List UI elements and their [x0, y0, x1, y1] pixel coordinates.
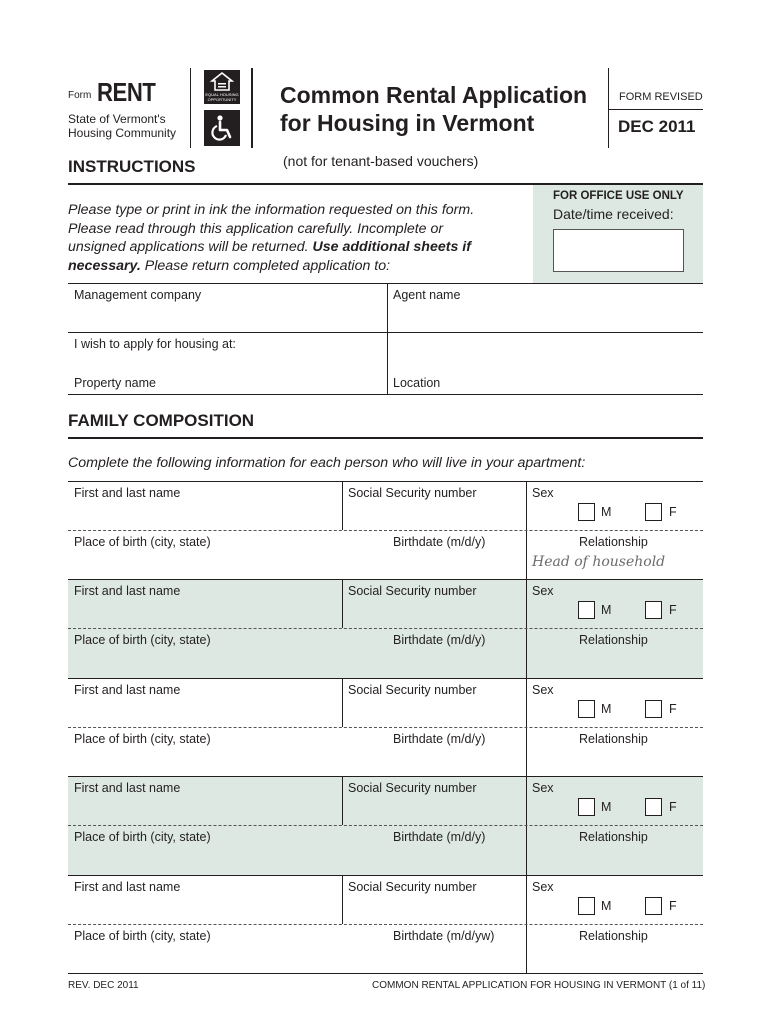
agent-name-input[interactable] — [388, 303, 702, 331]
first-last-name-label: First and last name — [74, 879, 181, 894]
instructions-line3: unsigned applications will be returned. Use additional sheets if — [68, 239, 471, 255]
instructions-line4: necessary. Please return completed application to: — [68, 257, 391, 274]
birthdate-input[interactable] — [388, 748, 525, 774]
sex-f-label: F — [669, 701, 677, 716]
ssn-input[interactable] — [343, 895, 525, 922]
office-use-title: FOR OFFICE USE ONLY — [553, 190, 684, 202]
sex-f-checkbox[interactable] — [645, 897, 662, 915]
birthdate-label: Birthdate (m/d/yw) — [393, 928, 495, 943]
ssn-input[interactable] — [343, 698, 525, 725]
eho-text2: OPPORTUNITY — [207, 97, 237, 102]
birthdate-label: Birthdate (m/d/y) — [393, 830, 486, 845]
family-composition-heading: FAMILY COMPOSITION — [68, 411, 255, 430]
relationship-value[interactable]: Head of household — [532, 554, 666, 570]
sex-m-label: M — [601, 800, 612, 815]
sex-f-checkbox[interactable] — [645, 503, 662, 521]
form-subtitle: (not for tenant-based vouchers) — [283, 153, 479, 169]
sex-f-checkbox[interactable] — [645, 601, 662, 619]
place-of-birth-label: Place of birth (city, state) — [74, 830, 211, 845]
ssn-input[interactable] — [343, 501, 525, 528]
sex-label: Sex — [532, 486, 554, 500]
footer-right: COMMON RENTAL APPLICATION FOR HOUSING IN VERMONT (1 of 11) — [372, 980, 706, 991]
place-of-birth-input[interactable] — [68, 846, 386, 872]
birthdate-label: Birthdate (m/d/y) — [393, 731, 486, 746]
sex-m-checkbox[interactable] — [578, 601, 595, 619]
instructions-text — [68, 201, 528, 275]
birthdate-label: Birthdate (m/d/y) — [393, 633, 486, 648]
revised-date: DEC 2011 — [618, 117, 696, 136]
first-last-name-input[interactable] — [68, 501, 340, 528]
relationship-input[interactable] — [527, 649, 702, 675]
relationship-label: Relationship — [579, 535, 648, 549]
sex-m-label: M — [601, 898, 612, 913]
ssn-label: Social Security number — [348, 486, 477, 500]
management-company-input[interactable] — [68, 303, 386, 331]
revised-label: FORM REVISED — [619, 91, 703, 103]
relationship-label: Relationship — [579, 633, 648, 648]
sex-f-checkbox[interactable] — [645, 798, 662, 816]
location-label: Location — [393, 376, 441, 390]
birthdate-label: Birthdate (m/d/y) — [393, 535, 486, 549]
relationship-input[interactable] — [527, 748, 702, 774]
place-of-birth-label: Place of birth (city, state) — [74, 731, 211, 746]
sex-f-label: F — [669, 800, 677, 815]
ssn-input[interactable] — [343, 796, 525, 823]
sex-f-checkbox[interactable] — [645, 700, 662, 718]
birthdate-input[interactable] — [388, 649, 525, 675]
footer-left: REV. DEC 2011 — [68, 980, 139, 991]
management-company-label: Management company — [74, 288, 202, 302]
ssn-label: Social Security number — [348, 781, 477, 796]
form-name: RENT — [97, 77, 156, 107]
relationship-input[interactable] — [527, 945, 702, 971]
eho-text1: EQUAL HOUSING — [205, 92, 239, 97]
birthdate-input[interactable] — [388, 945, 525, 971]
first-last-name-input[interactable] — [68, 895, 340, 922]
first-last-name-input[interactable] — [68, 698, 340, 725]
form-title-line2: for Housing in Vermont — [280, 110, 535, 136]
ssn-label: Social Security number — [348, 584, 477, 599]
form-title-line1: Common Rental Application — [280, 82, 588, 108]
sex-label: Sex — [532, 879, 554, 894]
place-of-birth-input[interactable] — [68, 748, 386, 774]
ssn-input[interactable] — [343, 599, 525, 626]
family-intro: Complete the following information for each person who will live in your apartment: — [68, 455, 586, 471]
instructions-line2: Please read through this application carefully. Incomplete or — [68, 220, 444, 237]
sex-m-label: M — [601, 603, 612, 618]
sex-m-label: M — [601, 701, 612, 716]
instructions-heading: INSTRUCTIONS — [68, 157, 196, 176]
equal-housing-icon — [204, 70, 240, 104]
place-of-birth-input[interactable] — [68, 945, 386, 971]
property-name-label: Property name — [74, 376, 156, 390]
relationship-label: Relationship — [579, 928, 648, 943]
sex-m-checkbox[interactable] — [578, 897, 595, 915]
sex-label: Sex — [532, 584, 554, 599]
sex-label: Sex — [532, 781, 554, 796]
sex-f-label: F — [669, 505, 677, 519]
first-last-name-input[interactable] — [68, 796, 340, 823]
place-of-birth-label: Place of birth (city, state) — [74, 633, 211, 648]
sex-m-checkbox[interactable] — [578, 700, 595, 718]
place-of-birth-input[interactable] — [68, 551, 386, 577]
wheelchair-icon — [204, 110, 240, 146]
first-last-name-label: First and last name — [74, 584, 181, 599]
apply-at-label: I wish to apply for housing at: — [74, 337, 236, 351]
first-last-name-label: First and last name — [74, 682, 181, 697]
first-last-name-input[interactable] — [68, 599, 340, 626]
first-last-name-label: First and last name — [74, 781, 181, 796]
instructions-line1: Please type or print in ink the information requested on this form. — [68, 202, 475, 218]
org-line1: State of Vermont's — [68, 112, 166, 126]
location-input[interactable] — [388, 335, 702, 373]
form-label: Form — [68, 90, 92, 101]
sex-label: Sex — [532, 682, 554, 697]
relationship-label: Relationship — [579, 830, 648, 845]
sex-m-checkbox[interactable] — [578, 503, 595, 521]
relationship-label: Relationship — [579, 731, 648, 746]
sex-f-label: F — [669, 603, 677, 618]
birthdate-input[interactable] — [388, 846, 525, 872]
relationship-input[interactable] — [527, 846, 702, 872]
date-received-input[interactable] — [553, 229, 684, 272]
property-name-input[interactable] — [68, 352, 386, 374]
sex-m-label: M — [601, 505, 612, 519]
place-of-birth-input[interactable] — [68, 649, 386, 675]
ssn-label: Social Security number — [348, 682, 477, 697]
ssn-label: Social Security number — [348, 879, 477, 894]
birthdate-input[interactable] — [388, 551, 525, 577]
place-of-birth-label: Place of birth (city, state) — [74, 535, 211, 549]
sex-f-label: F — [669, 898, 677, 913]
sex-m-checkbox[interactable] — [578, 798, 595, 816]
place-of-birth-label: Place of birth (city, state) — [74, 928, 211, 943]
first-last-name-label: First and last name — [74, 486, 181, 500]
org-line2: Housing Community — [68, 126, 177, 140]
agent-name-label: Agent name — [393, 288, 461, 302]
date-received-label: Date/time received: — [553, 206, 674, 222]
